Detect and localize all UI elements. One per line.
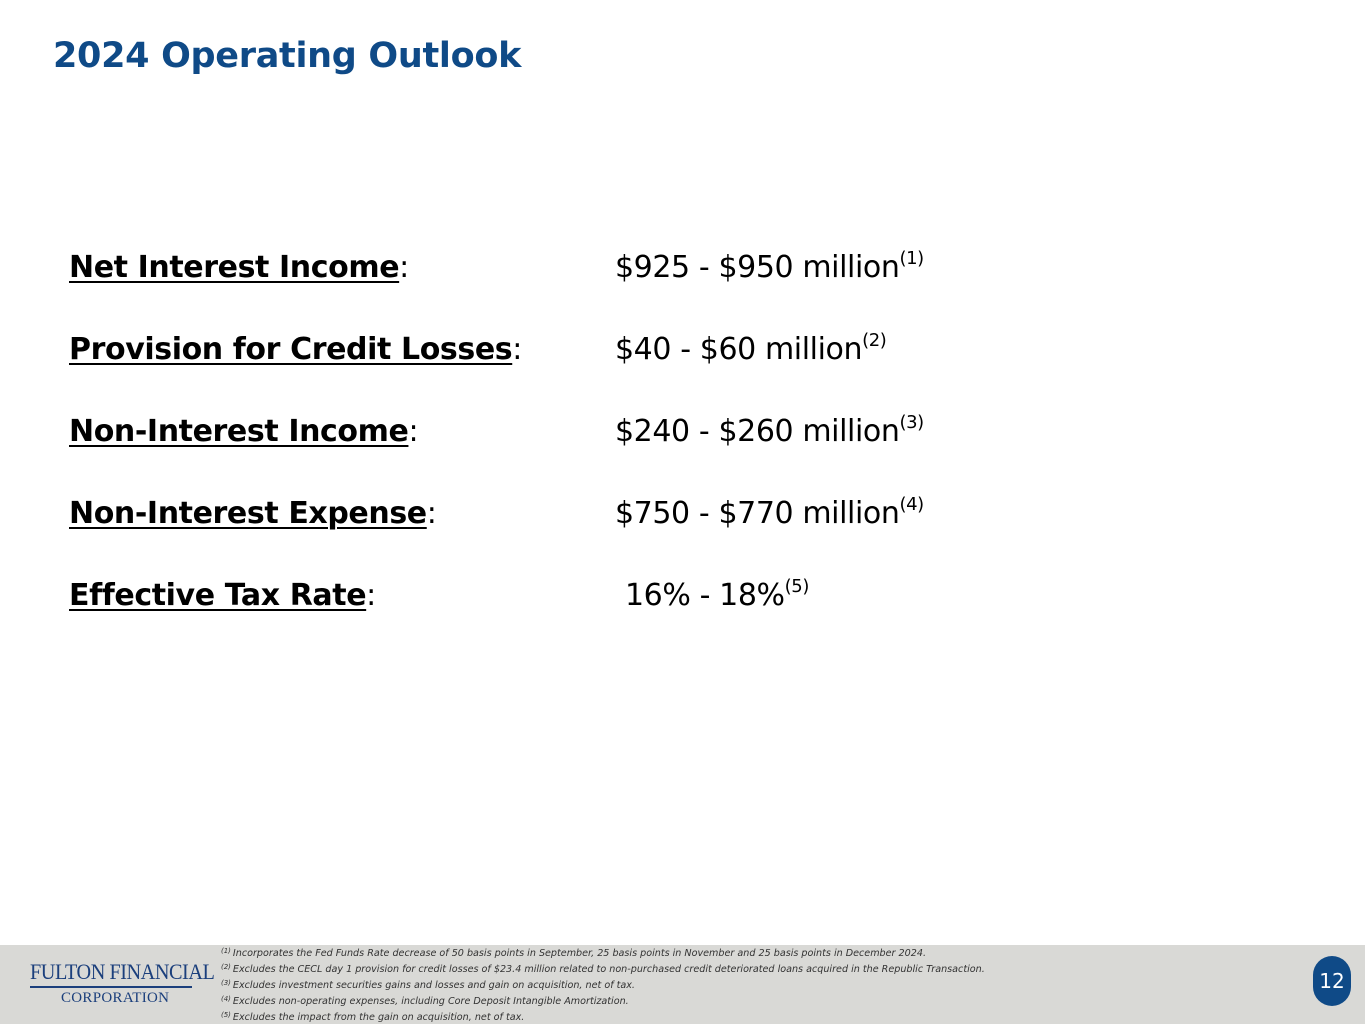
footnote: $^{(2)}$ Excludes the CECL day 1 provision for credit losses of $23.4 million related to non-purchased credit deteriorated loans acquired in the Republic Transaction. <box>221 963 985 975</box>
outlook-label: Non-Interest Expense: <box>69 496 437 531</box>
footnote: $^{(4)}$ Excludes non-operating expenses, including Core Deposit Intangible Amortization. <box>221 995 629 1007</box>
page-number-badge: 12 <box>1313 956 1351 1006</box>
footnote-ref: (5) <box>784 576 809 597</box>
outlook-label: Provision for Credit Losses: <box>69 332 522 367</box>
outlook-value: $925 - $950 million$^{(1)}$ <box>615 248 924 285</box>
company-logo <box>30 959 215 1014</box>
footnote: $^{(1)}$ Incorporates the Fed Funds Rate decrease of 50 basis points in September, 25 basis points in November and 25 basis points in December 2024. <box>221 947 927 959</box>
footnote-ref: (4) <box>899 494 924 515</box>
outlook-value: $750 - $770 million$^{(4)}$ <box>615 494 924 531</box>
outlook-label: Non-Interest Income: <box>69 414 419 449</box>
footnote: $^{(5)}$ Excludes the impact from the gain on acquisition, net of tax. <box>221 1011 525 1023</box>
footnote-ref: (3) <box>899 412 924 433</box>
page-title: 2024 Operating Outlook <box>53 36 522 76</box>
footnote-ref: (2) <box>862 330 887 351</box>
footnote-ref: (1) <box>899 248 924 269</box>
outlook-label: Net Interest Income: <box>69 250 409 285</box>
footnotes <box>221 946 1281 1026</box>
logo-line2: CORPORATION <box>61 990 170 1006</box>
outlook-label: Effective Tax Rate: <box>69 578 376 613</box>
outlook-value: $40 - $60 million$^{(2)}$ <box>615 330 887 367</box>
footer-bar <box>0 945 1365 1024</box>
outlook-value: 16% - 18%$^{(5)}$ <box>625 576 809 613</box>
outlook-value: $240 - $260 million$^{(3)}$ <box>615 412 924 449</box>
logo-line1: FULTON FINANCIAL <box>30 959 215 984</box>
footnote: $^{(3)}$ Excludes investment securities gains and losses and gain on acquisition, net of tax. <box>221 979 635 991</box>
